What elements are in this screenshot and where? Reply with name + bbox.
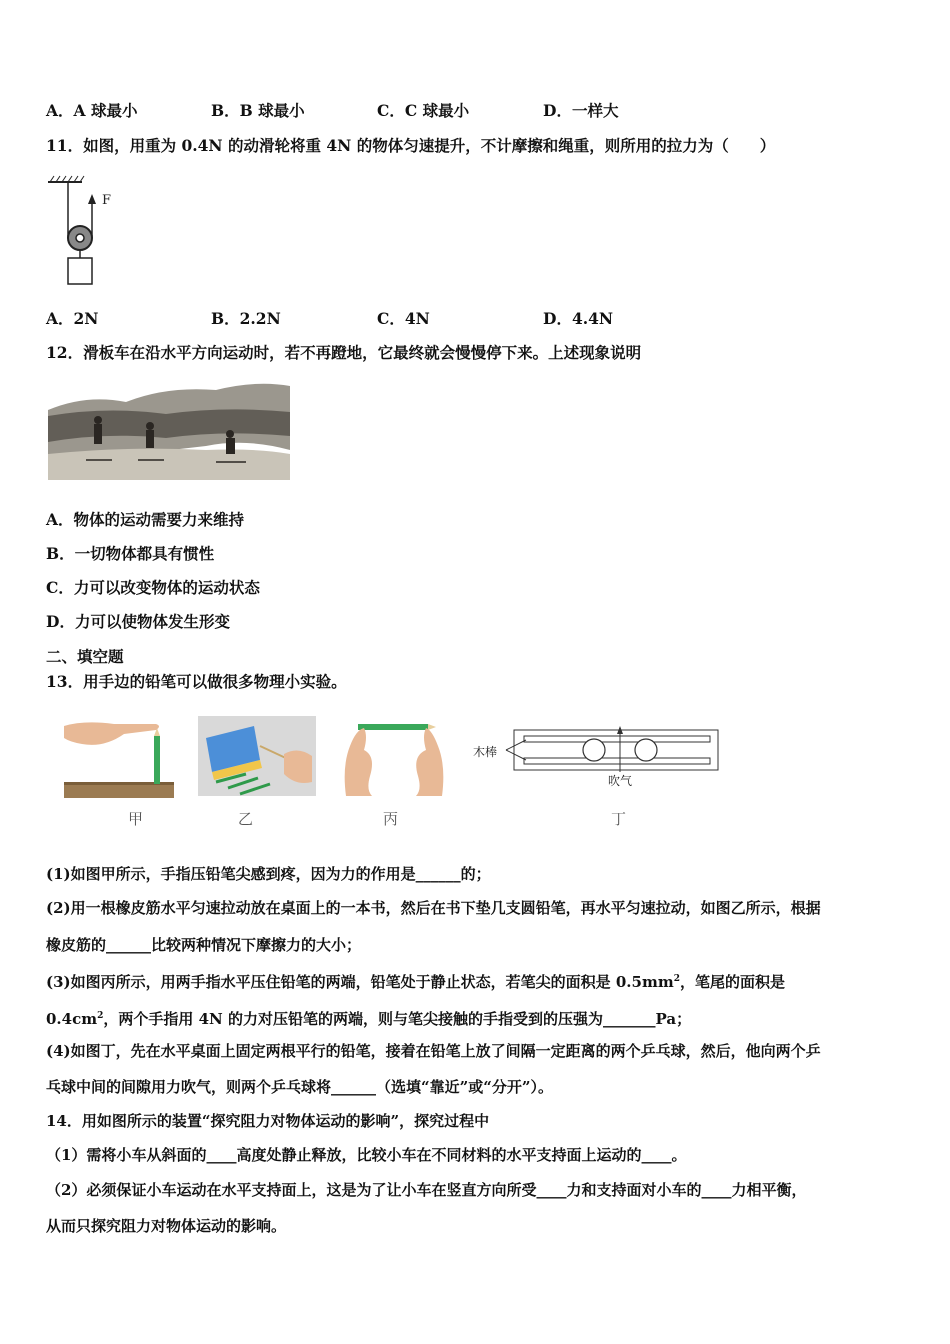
q10-option-a: A．A 球最小 bbox=[46, 101, 138, 120]
q14-part1: （1）需将小车从斜面的____高度处静止释放，比较小车在不同材料的水平支持面上运动的____。 bbox=[46, 1146, 687, 1164]
force-label: F bbox=[102, 193, 112, 208]
figure-ding bbox=[470, 722, 722, 788]
q12-question: 12．滑板车在沿水平方向运动时，若不再蹬地，它最终就会慢慢停下来。上述现象说明 bbox=[46, 343, 642, 362]
q14-part2-line2: 从而只探究阻力对物体运动的影响。 bbox=[46, 1217, 287, 1235]
figure-jia bbox=[64, 716, 174, 798]
q10-option-c: C．C 球最小 bbox=[377, 101, 470, 120]
label-mubang: 木棒 bbox=[473, 745, 498, 759]
q12-option-b: B．一切物体都具有惯性 bbox=[46, 544, 215, 563]
q11-option-a: A．2N bbox=[46, 309, 99, 328]
q13-part3-line1: (3)如图丙所示，用两手指水平压住铅笔的两端，铅笔处于静止状态，若笔尖的面积是 $0.5mm^2$，笔尾的面积是 bbox=[46, 973, 785, 991]
q13-part3-line2: $0.4cm^2$，两个手指用 4N 的力对压铅笔的两端，则与笔尖接触的手指受到的压强为_______Pa； bbox=[46, 1010, 692, 1028]
q14-question: 14．用如图所示的装置“探究阻力对物体运动的影响”，探究过程中 bbox=[46, 1112, 490, 1130]
q10-option-d: D．一样大 bbox=[543, 101, 619, 120]
q13-part4-line1: (4)如图丁，先在水平桌面上固定两根平行的铅笔，接着在铅笔上放了间隔一定距离的两个乒乓球，然后，他向两个乒 bbox=[46, 1042, 821, 1060]
scooter-photo bbox=[46, 376, 292, 484]
q13-part2-line2: 橡皮筋的______比较两种情况下摩擦力的大小； bbox=[46, 936, 362, 954]
q13-part4-line2: 乓球中间的间隙用力吹气，则两个乒乓球将______（选填“靠近”或“分开”）。 bbox=[46, 1078, 554, 1096]
caption-jia: 甲 bbox=[128, 810, 144, 828]
caption-yi: 乙 bbox=[238, 810, 254, 828]
figure-yi bbox=[198, 716, 316, 796]
q12-option-d: D．力可以使物体发生形变 bbox=[46, 612, 230, 631]
label-chuiqi: 吹气 bbox=[608, 774, 633, 788]
q11-option-c: C．4N bbox=[377, 309, 430, 328]
q10-option-b: B．B 球最小 bbox=[211, 101, 305, 120]
pulley-figure bbox=[44, 172, 124, 290]
figure-bing bbox=[342, 716, 446, 798]
q13-question: 13．用手边的铅笔可以做很多物理小实验。 bbox=[46, 672, 347, 691]
q11-option-b: B．2.2N bbox=[211, 309, 281, 328]
section-title: 二、填空题 bbox=[46, 647, 124, 666]
q12-option-a: A．物体的运动需要力来维持 bbox=[46, 510, 245, 529]
caption-bing: 丙 bbox=[383, 810, 399, 828]
caption-ding: 丁 bbox=[611, 810, 627, 828]
q12-option-c: C．力可以改变物体的运动状态 bbox=[46, 578, 260, 597]
q13-part2-line1: (2)用一根橡皮筋水平匀速拉动放在桌面上的一本书，然后在书下垫几支圆铅笔，再水平匀速拉动，如图乙所示，根据 bbox=[46, 899, 821, 917]
q14-part2-line1: （2）必须保证小车运动在水平支持面上，这是为了让小车在竖直方向所受____力和支持面对小车的____力相平衡， bbox=[46, 1181, 807, 1199]
q11-question: 11．如图，用重为 0.4N 的动滑轮将重 4N 的物体匀速提升，不计摩擦和绳重，则所用的拉力为（ ） bbox=[46, 136, 776, 155]
q13-part1: (1)如图甲所示，手指压铅笔尖感到疼，因为力的作用是______的； bbox=[46, 865, 491, 883]
q11-option-d: D．4.4N bbox=[543, 309, 614, 328]
